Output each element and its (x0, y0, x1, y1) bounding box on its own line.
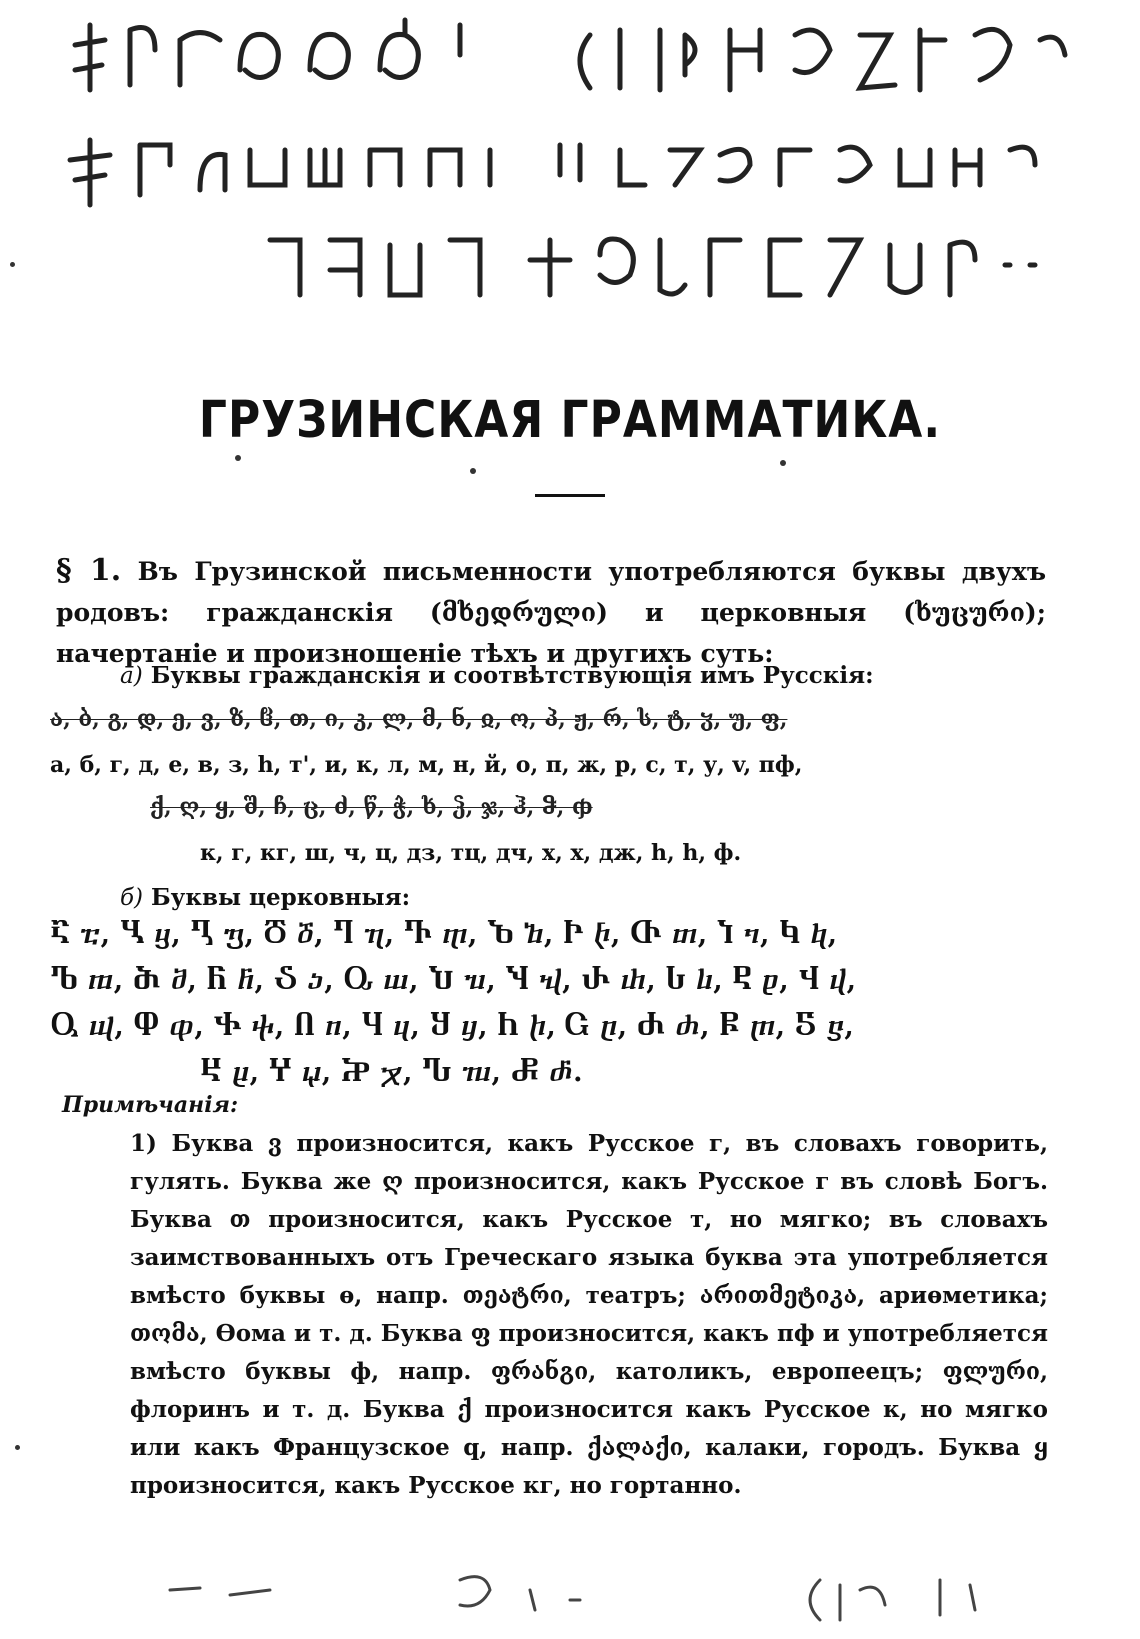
speck (235, 455, 241, 461)
civil-heading-marker: а) (120, 663, 143, 689)
church-heading-marker: б) (120, 885, 144, 911)
note-1 (130, 1125, 1048, 1505)
speck (780, 460, 786, 466)
handwritten-glyphs-row-1 (60, 10, 1080, 100)
church-row-3: Ⴓ ⴓ, Ⴔ ⴔ, Ⴕ ⴕ, Ⴖ ⴖ, Ⴗ ⴗ, Ⴘ ⴘ, Ⴙ ⴙ, Ⴚ ⴚ, Ⴛ ⴛ, Ⴜ ⴜ, Ⴝ ⴝ, (50, 1011, 854, 1042)
handwritten-glyphs-row-2 (60, 120, 1080, 210)
civil-georgian-row-1: ა, ბ, გ, დ, ე, ვ, ზ, ჱ, თ, ი, კ, ლ, მ, ნ, ჲ, ო, პ, ჟ, რ, ს, ტ, ჳ, უ, ფ, (50, 706, 788, 732)
civil-georgian-row-2: ქ, ღ, ყ, შ, ჩ, ც, ძ, წ, ჭ, ხ, ჴ, ჯ, ჰ, ჵ, ჶ (150, 794, 593, 820)
section-paragraph (56, 550, 1046, 674)
church-letters-heading (120, 884, 1020, 911)
page-title: ГРУЗИНСКАЯ ГРАММАТИКА. (198, 391, 942, 450)
church-letters-block (50, 912, 1060, 1096)
handwritten-glyphs-row-3 (60, 215, 1080, 305)
speck (470, 468, 476, 474)
title-divider (535, 494, 605, 497)
section-text: Въ Грузинской письменности употребляются буквы двухъ родовъ: гражданскія (მხედრული) и церковныя (ხუცური); начертаніе и произношеніе тѣхъ и другихъ суть: (56, 557, 1047, 668)
speck (10, 262, 15, 267)
church-row-4: Ⴞ ⴞ, Ⴤ ⴤ, Ⴟ ⴟ, Ⴠ ⴠ, Ⴥ ⴥ. (200, 1057, 583, 1088)
note-1-text: Буква ვ произносится, какъ Русское г, въ словахъ говорить, гулять. Буква же ღ произносится, какъ Русское г въ словѣ Богъ. Буква თ произносится, какъ Русское т, но мягко; въ словахъ заимствованныхъ отъ Греческаго языка буква эта употребляется вмѣсто буквы ѳ, напр. თეატრი, театръ; არითმეტიკა, ариѳметика; თომა, Ѳома и т. д. Буква ფ произносится, какъ пф и употребляется вмѣсто буквы ф, напр. ფრანგი, католикъ, европеецъ; ფლური, флоринъ и т. д. Буква ქ произносится какъ Русское к, но мягко или какъ Французское q, напр. ქალაქი, калаки, городъ. Буква ყ произносится, какъ Русское кг, но гортанно. (130, 1130, 1048, 1499)
notes-heading: Примѣчанія: (62, 1092, 239, 1118)
civil-russian-row-1: а, б, г, д, е, в, з, h, т', и, к, л, м, н, й, о, п, ж, р, с, т, у, v, пф, (50, 752, 803, 778)
bottom-bleed-through-marks (140, 1560, 1020, 1630)
note-1-number: 1) (130, 1130, 157, 1157)
speck (15, 1445, 20, 1450)
civil-letters-heading (120, 662, 1020, 689)
section-number: § 1. (56, 553, 122, 588)
church-row-2: Ⴊ ⴊ, Ⴋ ⴋ, Ⴌ ⴌ, Ⴢ ⴢ, Ⴍ ⴍ, Ⴎ ⴎ, Ⴏ ⴏ, Ⴐ ⴐ, Ⴑ ⴑ, Ⴒ ⴒ, Ⴣ ⴣ, (50, 965, 856, 996)
civil-heading-text: Буквы гражданскія и соотвѣтствующія имъ Русскія: (150, 662, 874, 689)
church-row-1: Ⴀ ⴀ, Ⴁ ⴁ, Ⴂ ⴂ, Ⴃ ⴃ, Ⴄ ⴄ, Ⴅ ⴅ, Ⴆ ⴆ, Ⴡ ⴡ, Ⴇ ⴇ, Ⴈ ⴈ, Ⴉ ⴉ, (50, 919, 838, 950)
civil-russian-row-2: к, г, кг, ш, ч, ц, дз, тц, дч, х, х, дж, h, h, ф. (200, 840, 742, 866)
church-heading-text: Буквы церковныя: (151, 884, 411, 911)
